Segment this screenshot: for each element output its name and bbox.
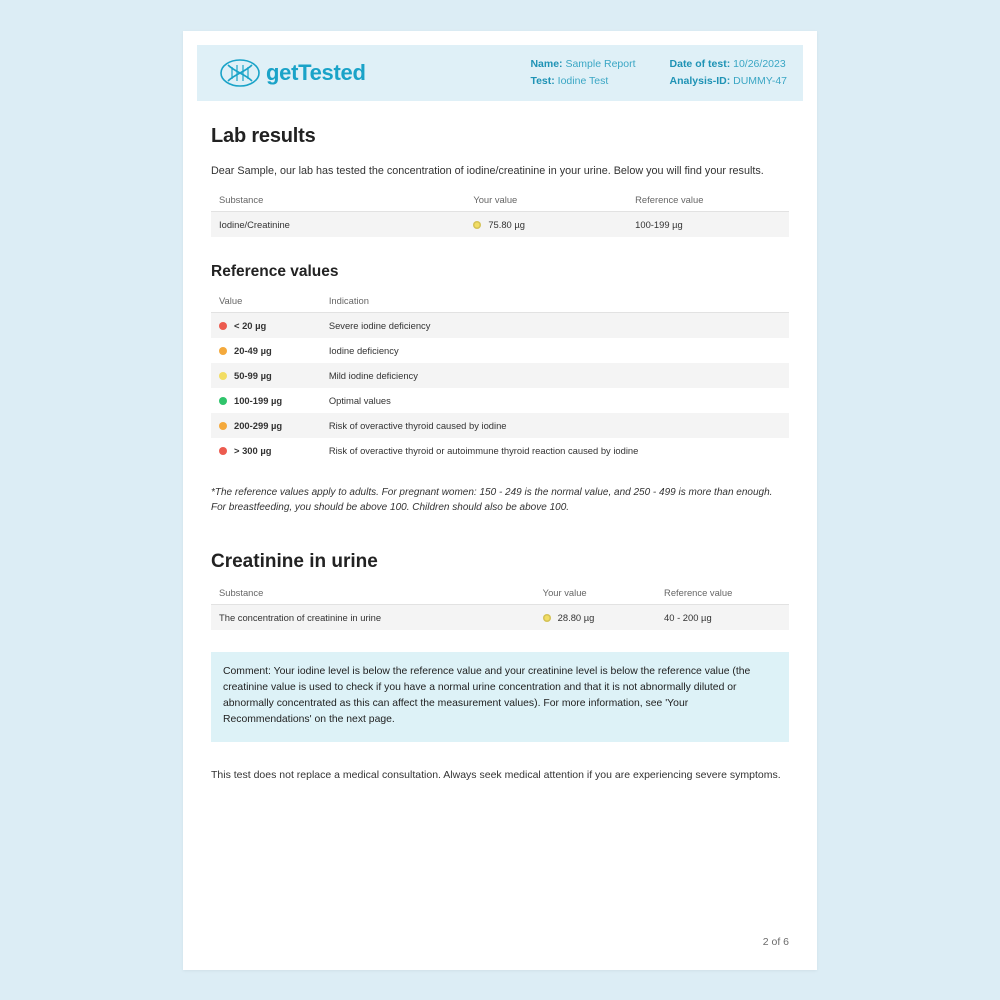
brand-logo <box>219 56 366 90</box>
cell-your-value-text: 28.80 µg <box>557 611 595 623</box>
col-your-value: Your value <box>535 587 656 605</box>
cell-value <box>211 312 321 338</box>
cell-value-text: 200-299 µg <box>234 419 283 431</box>
creatinine-table <box>211 587 789 630</box>
cell-indication: Risk of overactive thyroid or autoimmune thyroid reaction caused by iodine <box>328 444 639 456</box>
intro-text: Dear Sample, our lab has tested the concentration of iodine/creatinine in your urine. Below you will find your results. <box>211 165 764 177</box>
comment-box: Comment: Your iodine level is below the reference value and your creatinine level is below the reference value (the creatinine value is used to check if you have a normal urine concentration and that it is not abnormally diluted or abnormally concentrated as this can affect the measurement values). For more information, see 'Your Recommendations' on the next page. <box>211 652 789 743</box>
cell-indication: Optimal values <box>328 394 391 406</box>
cell-value <box>211 338 321 363</box>
meta-row-name <box>530 56 635 73</box>
cell-reference-value: 100-199 µg <box>627 211 789 237</box>
cell-your-value <box>535 604 656 630</box>
status-dot <box>219 322 227 330</box>
report-header <box>197 45 803 101</box>
cell-value-text: 100-199 µg <box>234 394 283 406</box>
cell-value-text: 20-49 µg <box>234 344 272 356</box>
table-row <box>211 363 789 388</box>
cell-value-text: < 20 µg <box>234 319 267 331</box>
status-dot <box>219 347 227 355</box>
reference-values-title: Reference values <box>211 262 339 280</box>
table-row <box>211 438 789 463</box>
lab-results-table <box>211 194 789 237</box>
status-dot <box>543 614 551 622</box>
meta-label-name: Name: <box>530 58 563 70</box>
table-row <box>211 413 789 438</box>
col-reference-value: Reference value <box>627 194 789 212</box>
col-your-value: Your value <box>465 194 627 212</box>
report-page <box>183 31 817 970</box>
header-meta-left <box>530 56 635 90</box>
page-number: 2 of 6 <box>762 936 789 948</box>
table-header-row <box>211 194 789 212</box>
meta-value-analysis-id: DUMMY-47 <box>733 75 787 87</box>
status-dot <box>219 397 227 405</box>
table-row <box>211 604 789 630</box>
table-header-row <box>211 587 789 605</box>
table-row <box>211 338 789 363</box>
meta-value-test: Iodine Test <box>557 75 609 87</box>
report-body <box>183 125 817 784</box>
status-dot <box>219 372 227 380</box>
cell-value <box>211 363 321 388</box>
meta-row-analysis-id <box>670 73 787 90</box>
col-reference-value: Reference value <box>656 587 789 605</box>
cell-value <box>211 438 321 463</box>
cell-reference-value: 40 - 200 µg <box>656 604 789 630</box>
brand-name-part1: get <box>266 60 299 85</box>
brand-name <box>266 60 366 86</box>
col-substance: Substance <box>211 587 535 605</box>
header-meta-right <box>670 56 787 90</box>
cell-substance: Iodine/Creatinine <box>211 211 465 237</box>
disclaimer-text: This test does not replace a medical consultation. Always seek medical attention if you are experiencing severe symptoms. <box>211 769 781 782</box>
col-value: Value <box>211 295 321 313</box>
creatinine-title: Creatinine in urine <box>211 550 378 572</box>
meta-row-test <box>530 73 635 90</box>
brand-name-part2: Tested <box>298 60 366 85</box>
meta-label-date: Date of test: <box>669 58 731 70</box>
cell-value <box>211 388 321 413</box>
col-indication: Indication <box>321 295 789 313</box>
reference-values-table <box>211 295 789 463</box>
dna-helix-icon <box>219 56 261 90</box>
meta-value-name: Sample Report <box>565 58 636 70</box>
col-substance: Substance <box>211 194 465 212</box>
cell-indication: Mild iodine deficiency <box>321 363 789 388</box>
cell-value <box>211 413 321 438</box>
cell-your-value-text: 75.80 µg <box>488 218 525 230</box>
status-dot <box>219 422 227 430</box>
table-header-row <box>211 295 789 313</box>
cell-indication: Severe iodine deficiency <box>321 312 789 338</box>
spacer <box>211 515 789 551</box>
status-dot <box>219 447 227 455</box>
reference-values-footnote: *The reference values apply to adults. For pregnant women: 150 - 249 is the normal value, and 250 - 499 is more than enough. For breastfeeding, you should be above 100. Children should also be above 100. <box>211 486 773 513</box>
table-row <box>211 312 789 338</box>
meta-label-test: Test: <box>530 75 555 87</box>
header-meta <box>530 56 787 90</box>
cell-indication: Risk of overactive thyroid caused by iodine <box>321 413 789 438</box>
cell-value-text: > 300 µg <box>234 444 272 456</box>
table-row <box>211 211 789 237</box>
meta-row-date <box>670 56 787 73</box>
page-title: Lab results <box>211 125 316 147</box>
cell-indication: Iodine deficiency <box>328 344 399 356</box>
meta-value-date: 10/26/2023 <box>733 58 786 70</box>
meta-label-analysis-id: Analysis-ID: <box>669 75 731 87</box>
status-dot <box>473 221 481 229</box>
table-row <box>211 388 789 413</box>
cell-substance: The concentration of creatinine in urine <box>211 604 535 630</box>
cell-your-value <box>465 211 627 237</box>
cell-value-text: 50-99 µg <box>234 369 272 381</box>
